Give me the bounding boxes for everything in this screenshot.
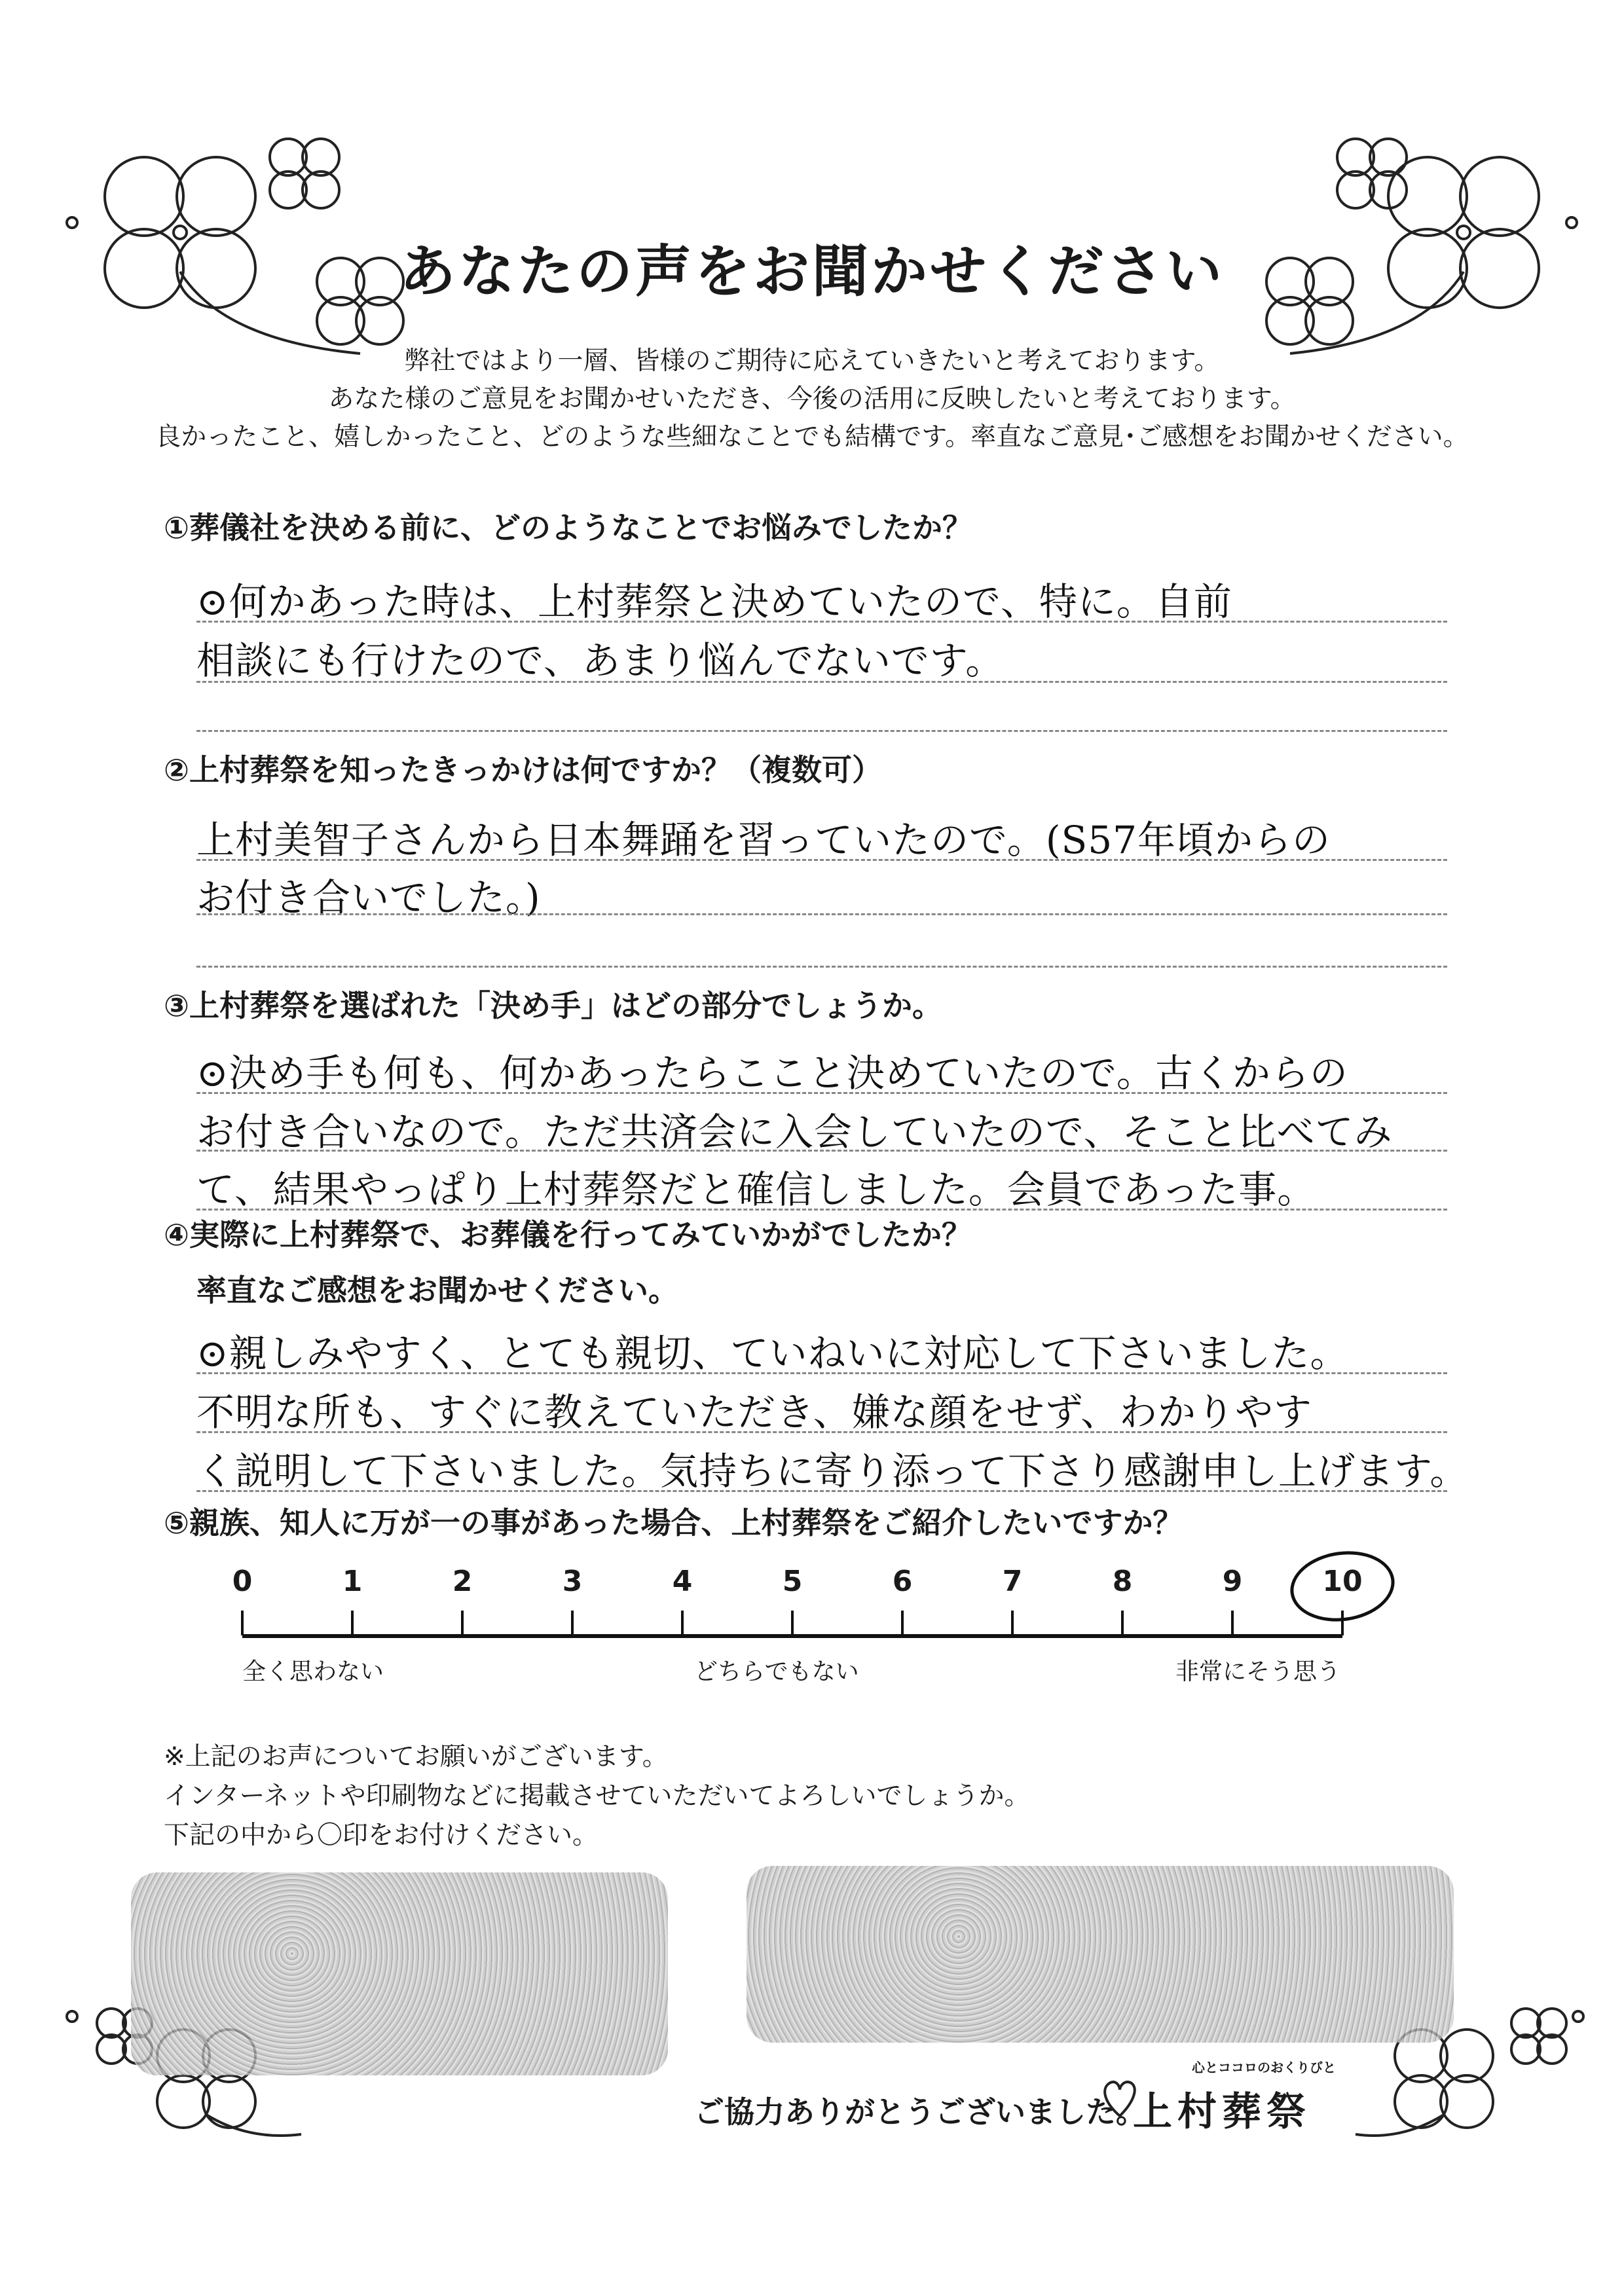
answer-line <box>196 859 1447 861</box>
question-3-answer-line-2: お付き合いなので。ただ共済会に入会していたので、そこと比べてみ <box>196 1110 1393 1154</box>
answer-line <box>196 1431 1447 1433</box>
answer-line <box>196 621 1447 623</box>
answer-line <box>196 681 1447 683</box>
answer-line <box>196 730 1447 732</box>
rating-scale <box>232 1565 1369 1709</box>
question-2-answer-line-2: お付き合いでした。) <box>196 875 541 920</box>
rating-tick-mark <box>571 1611 574 1635</box>
rating-tick-label: 2 <box>452 1565 473 1598</box>
rating-tick-label: 8 <box>1112 1565 1133 1598</box>
intro-line-2: あなた様のご意見をお聞かせいただき、今後の活用に反映したいと考えております。 <box>328 384 1296 414</box>
rating-mid-label: どちらでもない <box>694 1658 859 1685</box>
intro-line-1: 弊社ではより一層、皆様のご期待に応えていきたいと考えております。 <box>404 346 1220 376</box>
rating-tick-mark <box>791 1611 794 1635</box>
question-4-label-2: 率直なご感想をお聞かせください。 <box>196 1273 678 1308</box>
question-1-label: ①葬儀社を決める前に、どのようなことでお悩みでしたか？ <box>164 510 972 545</box>
question-4-answer-line-3: く説明して下さいました。気持ちに寄り添って下さり感謝申し上げます。 <box>196 1449 1469 1493</box>
question-2-answer-line-1: 上村美智子さんから日本舞踊を習っていたので。(S57年頃からの <box>196 818 1331 862</box>
question-3-answer-line-1: ⊙決め手も何も、何かあったらここと決めていたので。古くからの <box>196 1051 1348 1095</box>
rating-tick-mark <box>241 1611 244 1635</box>
redacted-area-right <box>747 1866 1454 2043</box>
question-4-answer-line-1: ⊙親しみやすく、とても親切、ていねいに対応して下さいました。 <box>196 1331 1349 1376</box>
rating-tick-mark <box>1231 1611 1234 1635</box>
answer-line <box>196 1372 1447 1374</box>
question-2-label: ②上村葬祭を知ったきっかけは何ですか？（複数可） <box>164 752 882 788</box>
page-title: あなたの声をお聞かせください <box>399 239 1225 304</box>
rating-tick-mark <box>901 1611 904 1635</box>
rating-tick-mark <box>351 1611 354 1635</box>
logo-name: 上村葬祭 <box>1133 2089 1311 2135</box>
rating-min-label: 全く思わない <box>242 1658 384 1685</box>
logo-tagline: 心とココロのおくりびと <box>1192 2060 1336 2075</box>
question-1-answer-line-2: 相談にも行けたので、あまり悩んでないです。 <box>196 638 1005 683</box>
answer-line <box>196 1092 1447 1094</box>
answer-line <box>196 1490 1447 1492</box>
rating-tick-mark <box>681 1611 684 1635</box>
publication-note-1: ※上記のお声についてお願いがございます。 <box>164 1742 668 1772</box>
question-1-answer-line-1: ⊙何かあった時は、上村葬祭と決めていたので、特に。自前 <box>196 579 1232 624</box>
publication-note-2: インターネットや印刷物などに掲載させていただいてよろしいでしょうか。 <box>164 1781 1030 1811</box>
rating-tick-label: 1 <box>342 1565 363 1598</box>
question-5-label: ⑤親族、知人に万が一の事があった場合、上村葬祭をご紹介したいですか？ <box>164 1505 1183 1540</box>
thanks-message: ご協力ありがとうございました。 <box>694 2094 1146 2130</box>
rating-tick-label: 0 <box>232 1565 253 1598</box>
rating-tick-label: 6 <box>892 1565 913 1598</box>
question-3-answer-line-3: て、結果やっぱり上村葬祭だと確信しました。会員であった事。 <box>196 1167 1316 1212</box>
rating-tick-label: 10 <box>1322 1565 1363 1598</box>
answer-line <box>196 966 1447 968</box>
redacted-area-left <box>131 1872 668 2075</box>
answer-line <box>196 913 1447 915</box>
rating-tick-label: 7 <box>1002 1565 1023 1598</box>
rating-tick-mark <box>1011 1611 1014 1635</box>
question-4-label: ④実際に上村葬祭で、お葬儀を行ってみていかがでしたか？ <box>164 1217 972 1252</box>
answer-line <box>196 1209 1447 1211</box>
selected-rating-circle <box>1285 1544 1399 1628</box>
rating-tick-mark <box>1121 1611 1124 1635</box>
answer-line <box>196 1150 1447 1152</box>
question-4-answer-line-2: 不明な所も、すぐに教えていただき、嫌な顔をせず、わかりやす <box>196 1390 1313 1434</box>
rating-max-label: 非常にそう思う <box>1175 1658 1341 1685</box>
rating-tick-label: 3 <box>562 1565 583 1598</box>
rating-tick-label: 5 <box>782 1565 803 1598</box>
question-3-label: ③上村葬祭を選ばれた「決め手」はどの部分でしょうか。 <box>164 988 942 1023</box>
rating-tick-label: 9 <box>1222 1565 1243 1598</box>
intro-line-3: 良かったこと、嬉しかったこと、どのような些細なことでも結構です。率直なご意見･ご感想をお聞かせください。 <box>155 422 1469 452</box>
rating-tick-label: 4 <box>672 1565 693 1598</box>
publication-note-3: 下記の中から〇印をお付けください。 <box>164 1821 599 1850</box>
rating-tick-mark <box>461 1611 464 1635</box>
